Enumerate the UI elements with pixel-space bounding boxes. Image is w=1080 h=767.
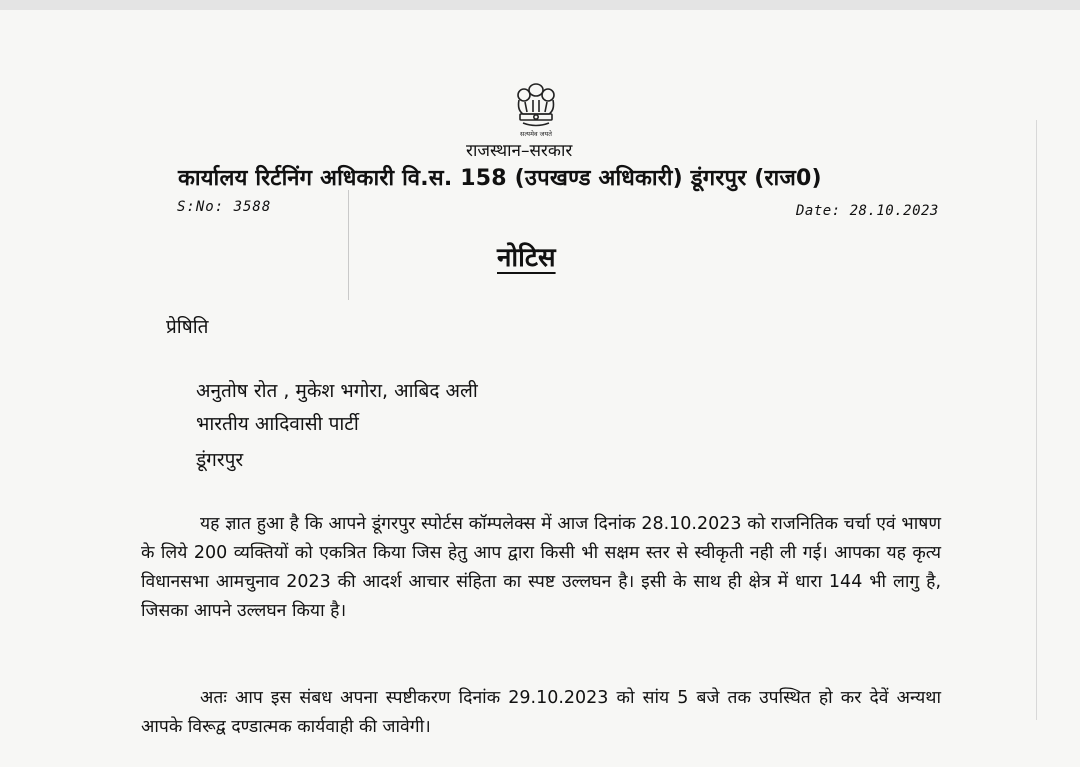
serial-number: S:No: 3588 (177, 199, 272, 215)
issue-date: Date: 28.10.2023 (796, 203, 939, 219)
top-border-strip (0, 0, 1080, 10)
page-title: नोटिस (497, 243, 556, 273)
recipient-names: अनुतोष रोत , मुकेश भगोरा, आबिद अली (196, 380, 478, 402)
notice-document (0, 10, 1080, 767)
state-emblem-icon (511, 78, 561, 144)
paper-crease (348, 190, 349, 300)
addressee-label: प्रेषिति (166, 316, 209, 338)
recipient-place: डूंगरपुर (196, 449, 244, 471)
notice-paragraph: अतः आप इस संबध अपना स्पष्टीकरण दिनांक 29.10.2023 को सांय 5 बजे तक उपस्थित हो कर देवें अन्यथा आपके विरूद्व दण्डात्मक कार्यवाही की जावेगी। (141, 688, 941, 737)
emblem-motto: सत्यमेव जयते (520, 130, 552, 138)
recipient-party: भारतीय आदिवासी पार्टी (196, 413, 359, 435)
paper-edge (1036, 120, 1037, 720)
office-heading: कार्यालय रिर्टनिंग अधिकारी वि.स. 158 (उपखण्ड अधिकारी) डूंगरपुर (राज0) (178, 166, 822, 191)
notice-paragraph: यह ज्ञात हुआ है कि आपने डूंगरपुर स्पोर्टस कॉम्पलेक्स में आज दिनांक 28.10.2023 को राजनितिक चर्चा एवं भाषण के लिये 200 व्यक्तियों को एकत्रित किया जिस हेतु आप द्वारा किसी भी सक्षम स्तर से स्वीकृती नही ली गई। आपका यह कृत्य विधानसभा आमचुनाव 2023 की आदर्श आचार संहिता का स्पष्ट उल्लघन है। इसी के साथ ही क्षेत्र में धारा 144 भी लागु है, जिसका आपने उल्लघन किया है। (141, 514, 942, 621)
department-name: राजस्थान–सरकार (466, 141, 573, 161)
